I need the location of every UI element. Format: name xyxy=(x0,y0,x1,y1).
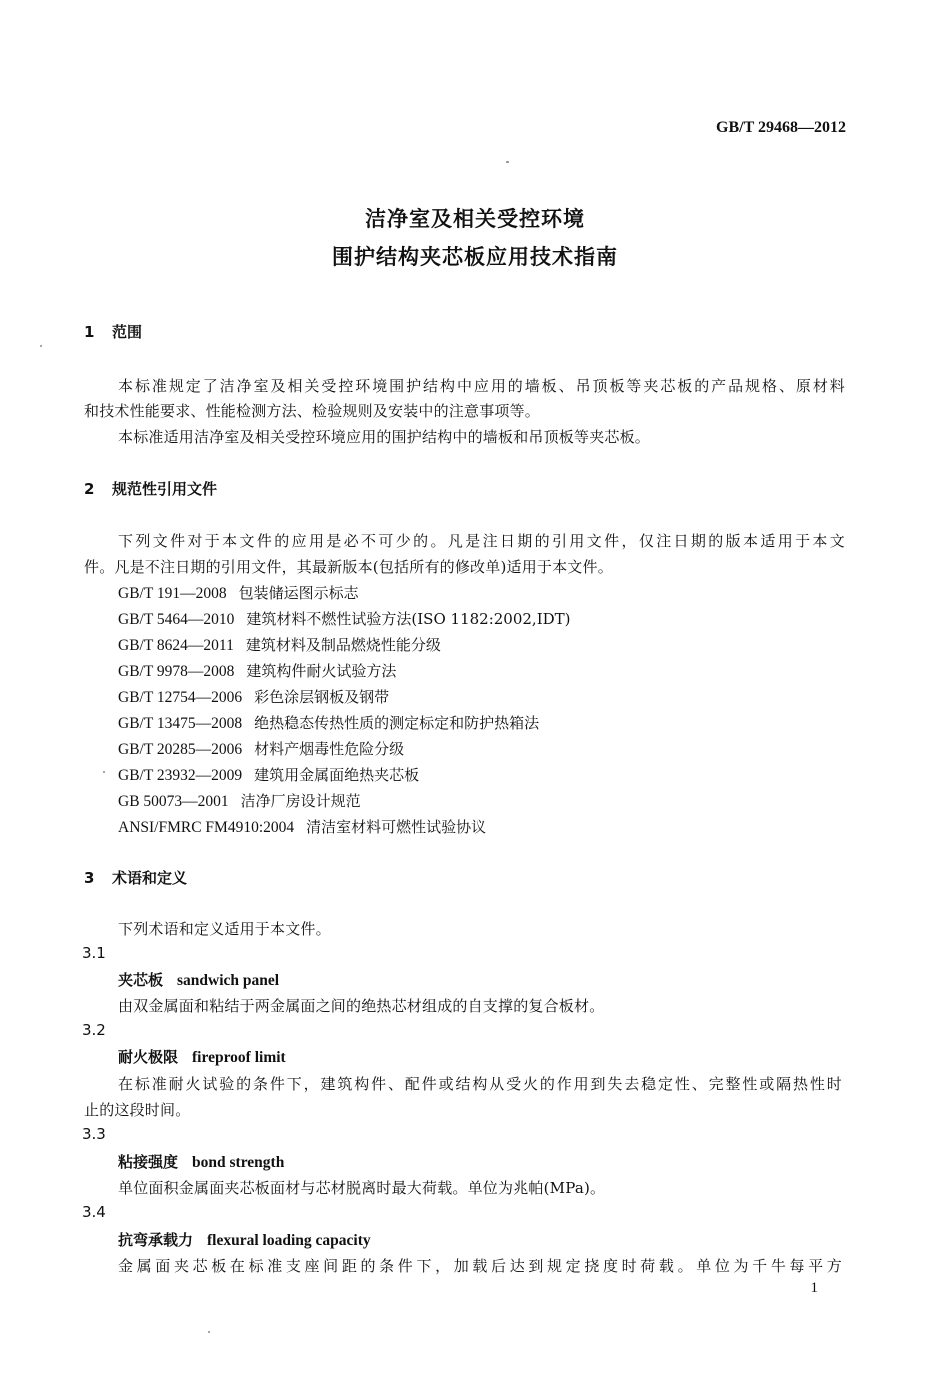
section-2-heading xyxy=(84,478,217,499)
section-title: 规范性引用文件 xyxy=(112,480,218,498)
document-title-line2: 围护结构夹芯板应用技术指南 xyxy=(332,245,618,269)
section-number: 1 xyxy=(84,323,95,341)
term-heading xyxy=(118,969,279,990)
scope-para1-line2: 和技术性能要求、性能检测方法、检验规则及安装中的注意事项等。 xyxy=(84,402,541,420)
reference-title: 建筑材料不燃性试验方法(ISO 1182:2002,IDT) xyxy=(246,610,571,628)
reference-code: GB/T 9978—2008 xyxy=(118,663,235,680)
term-number: 3.3 xyxy=(82,1125,106,1143)
scan-speck xyxy=(40,345,42,347)
standard-code: GB/T 29468—2012 xyxy=(716,119,846,136)
section-title: 范围 xyxy=(112,323,143,341)
term-en: flexural loading capacity xyxy=(207,1232,371,1249)
reference-title: 材料产烟毒性危险分级 xyxy=(254,740,405,758)
term-zh: 抗弯承载力 xyxy=(118,1231,194,1249)
reference-title: 建筑材料及制品燃烧性能分级 xyxy=(245,636,441,654)
reference-item xyxy=(118,790,361,811)
reference-item xyxy=(118,634,441,655)
refs-intro-line1: 下列文件对于本文件的应用是必不可少的。凡是注日期的引用文件，仅注日期的版本适用于本文 xyxy=(118,532,845,550)
section-number: 2 xyxy=(84,480,95,498)
reference-title: 包装储运图示标志 xyxy=(238,584,359,602)
term-zh: 耐火极限 xyxy=(118,1048,179,1066)
reference-title: 清洁室材料可燃性试验协议 xyxy=(306,818,487,836)
refs-intro-line2: 件。凡是不注日期的引用文件，其最新版本(包括所有的修改单)适用于本文件。 xyxy=(84,558,613,576)
term-en: fireproof limit xyxy=(192,1049,286,1066)
document-title-line1: 洁净室及相关受控环境 xyxy=(365,207,585,231)
term-zh: 粘接强度 xyxy=(118,1153,179,1171)
term-zh: 夹芯板 xyxy=(118,971,164,989)
scope-para2: 本标准适用洁净室及相关受控环境应用的围护结构中的墙板和吊顶板等夹芯板。 xyxy=(118,428,651,446)
term-number: 3.1 xyxy=(82,944,106,962)
term-en: bond strength xyxy=(192,1154,285,1171)
reference-item xyxy=(118,686,389,707)
scan-speck xyxy=(208,1331,210,1333)
scan-speck xyxy=(506,161,509,163)
reference-title: 绝热稳态传热性质的测定标定和防护热箱法 xyxy=(254,714,540,732)
reference-code: GB 50073—2001 xyxy=(118,793,229,810)
reference-code: GB/T 5464—2010 xyxy=(118,611,235,628)
scope-para1-line1: 本标准规定了洁净室及相关受控环境围护结构中应用的墙板、吊顶板等夹芯板的产品规格、原材料 xyxy=(118,377,845,395)
reference-item xyxy=(118,764,419,785)
term-number: 3.2 xyxy=(82,1021,106,1039)
term-definition: 由双金属面和粘结于两金属面之间的绝热芯材组成的自支撑的复合板材。 xyxy=(118,997,605,1015)
reference-code: GB/T 23932—2009 xyxy=(118,767,243,784)
reference-item xyxy=(118,582,359,603)
term-definition-line1: 在标准耐火试验的条件下，建筑构件、配件或结构从受火的作用到失去稳定性、完整性或隔热性时 xyxy=(118,1075,842,1093)
term-heading xyxy=(118,1151,284,1172)
reference-item xyxy=(118,608,571,629)
page-number: 1 xyxy=(810,1280,818,1296)
section-number: 3 xyxy=(84,869,95,887)
term-heading xyxy=(118,1046,286,1067)
term-definition: 单位面积金属面夹芯板面材与芯材脱离时最大荷载。单位为兆帕(MPa)。 xyxy=(118,1179,606,1197)
reference-item xyxy=(118,660,396,681)
term-definition: 金属面夹芯板在标准支座间距的条件下，加载后达到规定挠度时荷载。单位为千牛每平方 xyxy=(118,1257,842,1275)
reference-item xyxy=(118,738,404,759)
section-3-heading xyxy=(84,867,187,888)
reference-title: 洁净厂房设计规范 xyxy=(240,792,361,810)
reference-title: 建筑构件耐火试验方法 xyxy=(246,662,397,680)
reference-item xyxy=(118,712,539,733)
section-1-heading xyxy=(84,321,142,342)
reference-code: GB/T 12754—2006 xyxy=(118,689,243,706)
term-heading xyxy=(118,1229,371,1250)
term-number: 3.4 xyxy=(82,1203,106,1221)
reference-code: GB/T 191—2008 xyxy=(118,585,227,602)
reference-code: GB/T 20285—2006 xyxy=(118,741,243,758)
reference-item xyxy=(118,816,486,837)
scan-speck xyxy=(103,771,105,773)
section-title: 术语和定义 xyxy=(112,869,188,887)
term-definition-line2: 止的这段时间。 xyxy=(84,1101,191,1119)
reference-code: GB/T 13475—2008 xyxy=(118,715,243,732)
reference-title: 建筑用金属面绝热夹芯板 xyxy=(254,766,420,784)
terms-intro: 下列术语和定义适用于本文件。 xyxy=(118,920,331,938)
reference-title: 彩色涂层钢板及钢带 xyxy=(254,688,390,706)
term-en: sandwich panel xyxy=(177,972,280,989)
reference-code: GB/T 8624—2011 xyxy=(118,637,234,654)
reference-code: ANSI/FMRC FM4910:2004 xyxy=(118,819,295,836)
